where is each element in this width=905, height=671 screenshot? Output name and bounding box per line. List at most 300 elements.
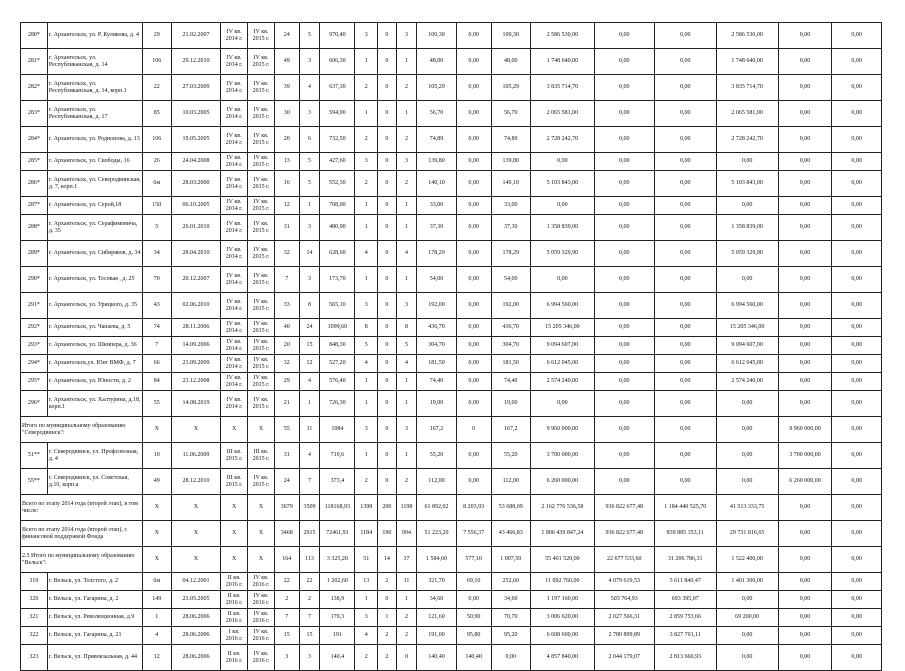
- address-cell: г. Архангельск, ул. Свободы, 16: [47, 153, 142, 171]
- address-cell: г. Архангельск, ул. Северодвинская, д. 7, корп.1: [47, 171, 142, 197]
- cell-c8: 14: [299, 241, 320, 267]
- cell-c13: 112,00: [417, 469, 456, 495]
- cell-c17: 2 027 566,31: [594, 609, 654, 627]
- cell-c14: 0,00: [456, 319, 491, 337]
- address-cell: г. Вельск, ул. Гагарина, д. 2: [47, 591, 142, 609]
- cell-c9: 179,3: [320, 609, 355, 627]
- cell-q2: IV кв. 2015 г.: [248, 293, 275, 319]
- cell-c16: 1 748 640,00: [530, 49, 594, 75]
- cell-c11: 0: [378, 171, 397, 197]
- cell-c19: 1 358 839,00: [716, 215, 778, 241]
- cell-c15: 192,00: [491, 293, 530, 319]
- cell-c8: 1: [299, 197, 320, 215]
- table-body: [21, 23, 882, 671]
- cell-q1: IV кв. 2014 г.: [221, 23, 248, 49]
- subtotal-row: [21, 521, 882, 547]
- row-number-cell: 295*: [21, 373, 48, 391]
- cell-c8: 6: [299, 127, 320, 153]
- address-cell: г. Архангельск, ул. Родионова, д. 13: [47, 127, 142, 153]
- cell-c8: 3: [299, 101, 320, 127]
- cell-q1: IV кв. 2014 г.: [221, 391, 248, 417]
- cell-c17: 0,00: [594, 23, 654, 49]
- cell-c16: 6 608 600,00: [530, 627, 594, 645]
- cell-c12: 2: [396, 627, 417, 645]
- cell-c10: 13: [355, 573, 378, 591]
- cell-q1: IV кв. 2014 г.: [221, 267, 248, 293]
- cell-c16: 3 006 620,00: [530, 609, 594, 627]
- cell-c10: 1: [355, 215, 378, 241]
- cell-c17: 0,00: [594, 215, 654, 241]
- cell-c11: 0: [378, 267, 397, 293]
- cell-c15: 54,00: [491, 267, 530, 293]
- cell-c8: 4: [299, 75, 320, 101]
- cell-c14: 0,00: [456, 101, 491, 127]
- cell-date: 04.12.2001: [171, 573, 221, 591]
- cell-c9: 576,40: [320, 373, 355, 391]
- cell-c19: 2 574 240,00: [716, 373, 778, 391]
- cell-c15: 70,70: [491, 609, 530, 627]
- cell-date: 14.08.2019: [171, 391, 221, 417]
- cell-c16: 2 586 530,00: [530, 23, 594, 49]
- cell-c8: 5: [299, 23, 320, 49]
- cell-c21: 0,00: [832, 521, 882, 547]
- address-cell: г. Архангельск, ул. Юности, д. 2: [47, 373, 142, 391]
- cell-q2: IV кв. 2016 г.: [248, 627, 275, 645]
- cell-c19: 1 748 640,00: [716, 49, 778, 75]
- cell-c19: 9 094 607,00: [716, 337, 778, 355]
- cell-c20: 6 260 000,00: [778, 469, 832, 495]
- cell-c15: 56,70: [491, 101, 530, 127]
- cell-c16: 9 960 000,00: [530, 417, 594, 443]
- table-row: [21, 469, 882, 495]
- cell-c18: 0,00: [654, 373, 716, 391]
- cell-date: 23.05.2005: [171, 591, 221, 609]
- cell-q2: IV кв. 2016 г.: [248, 609, 275, 627]
- cell-c18: 5 611 840,47: [654, 573, 716, 591]
- table-row: [21, 319, 882, 337]
- cell-c13: 74,40: [417, 373, 456, 391]
- cell-c8: 3: [299, 645, 320, 671]
- cell-c16: 0,00: [530, 197, 594, 215]
- cell-c8: 15: [299, 627, 320, 645]
- cell-c17: 0,00: [594, 101, 654, 127]
- cell-c20: 0,00: [778, 547, 832, 573]
- cell-c13: 51 223,20: [417, 521, 456, 547]
- cell-c7: 3: [274, 645, 299, 671]
- cell-c11: 190: [378, 521, 397, 547]
- subtotal-label: 2.5 Итого по муниципальному образованию "Вельск":: [21, 547, 143, 573]
- cell-c10: 1: [355, 391, 378, 417]
- cell-c18: 0,00: [654, 127, 716, 153]
- cell-c17: 0,00: [594, 75, 654, 101]
- cell-c20: 0,00: [778, 215, 832, 241]
- row-number-cell: 289*: [21, 241, 48, 267]
- cell-c7: 13: [274, 153, 299, 171]
- cell-c12: 1: [396, 197, 417, 215]
- cell-c7: 3679: [274, 495, 299, 521]
- row-number-cell: 55**: [21, 469, 48, 495]
- cell-c20: 0,00: [778, 127, 832, 153]
- cell-year: 85: [142, 101, 171, 127]
- cell-c13: 54,00: [417, 267, 456, 293]
- cell-date: X: [171, 521, 221, 547]
- cell-c11: 2: [378, 573, 397, 591]
- cell-c17: 2 780 899,89: [594, 627, 654, 645]
- cell-c10: 4: [355, 627, 378, 645]
- cell-c17: 0,00: [594, 469, 654, 495]
- cell-c10: 2: [355, 469, 378, 495]
- table-row: [21, 197, 882, 215]
- cell-q2: IV кв. 2015 г.: [248, 75, 275, 101]
- address-cell: г. Архангельск, ул. Тесовая , д. 25: [47, 267, 142, 293]
- cell-c16: 55 401 520,00: [530, 547, 594, 573]
- cell-c13: 55,20: [417, 443, 456, 469]
- cell-q2: IV кв. 2015 г.: [248, 127, 275, 153]
- cell-c12: 1198: [396, 495, 417, 521]
- cell-c16: 5 103 843,00: [530, 171, 594, 197]
- cell-c19: 41 513 333,75: [716, 495, 778, 521]
- cell-c18: 1 184 440 525,70: [654, 495, 716, 521]
- cell-q1: IV кв. 2014 г.: [221, 75, 248, 101]
- cell-c10: 8: [355, 319, 378, 337]
- cell-c18: 3 827 701,11: [654, 627, 716, 645]
- cell-c12: 0: [396, 645, 417, 671]
- cell-q1: IV кв. 2014 г.: [221, 319, 248, 337]
- address-cell: г. Архангельск,ул. Юнг ВМФ, д. 7: [47, 355, 142, 373]
- cell-c14: 0,00: [456, 75, 491, 101]
- cell-c16: 1 358 839,00: [530, 215, 594, 241]
- cell-c9: 1 202,60: [320, 573, 355, 591]
- cell-c8: 5: [299, 171, 320, 197]
- cell-q2: IV кв. 2016 г.: [248, 645, 275, 671]
- cell-c13: 181,50: [417, 355, 456, 373]
- cell-c10: 3: [355, 23, 378, 49]
- cell-c11: 14: [378, 547, 397, 573]
- resettlement-table: [20, 22, 882, 671]
- cell-c11: 0: [378, 49, 397, 75]
- address-cell: г. Вельск, ул. Гагарина, д. 21: [47, 627, 142, 645]
- table-row: [21, 127, 882, 153]
- cell-c12: 2: [396, 469, 417, 495]
- cell-c13: 61 892,02: [417, 495, 456, 521]
- cell-c12: 1: [396, 267, 417, 293]
- cell-q1: IV кв. 2014 г.: [221, 127, 248, 153]
- cell-c16: 4 857 840,00: [530, 645, 594, 671]
- cell-c18: 839 885 353,11: [654, 521, 716, 547]
- cell-c21: 0,00: [832, 75, 882, 101]
- table-row: [21, 591, 882, 609]
- cell-c14: 8 203,93: [456, 495, 491, 521]
- cell-c12: 2: [396, 127, 417, 153]
- cell-q1: IV кв. 2014 г.: [221, 293, 248, 319]
- cell-c15: 34,60: [491, 591, 530, 609]
- address-cell: г. Архангельск, ул. Республиканская, д. 14: [47, 49, 142, 75]
- table-row: [21, 573, 882, 591]
- cell-c10: 51: [355, 547, 378, 573]
- cell-c11: 0: [378, 591, 397, 609]
- cell-c7: 24: [274, 23, 299, 49]
- cell-c21: 0,00: [832, 443, 882, 469]
- cell-c16: 11 092 760,00: [530, 573, 594, 591]
- cell-c21: 0,00: [832, 547, 882, 573]
- cell-c9: 138,9: [320, 591, 355, 609]
- cell-c10: 3: [355, 153, 378, 171]
- cell-q1: IV кв. 2014 г.: [221, 215, 248, 241]
- cell-c11: 0: [378, 241, 397, 267]
- address-cell: г. Архангельск, ул. Р. Куликова, д. 4: [47, 23, 142, 49]
- cell-c9: 3 325,20: [320, 547, 355, 573]
- cell-c9: 732,50: [320, 127, 355, 153]
- cell-c14: 0,00: [456, 215, 491, 241]
- cell-c9: 140,4: [320, 645, 355, 671]
- cell-date: 21.02.2007: [171, 23, 221, 49]
- cell-c10: 1: [355, 267, 378, 293]
- cell-c17: 503 764,93: [594, 591, 654, 609]
- cell-date: 27.03.2009: [171, 75, 221, 101]
- cell-c21: 0,00: [832, 573, 882, 591]
- cell-c16: 2 065 581,00: [530, 101, 594, 127]
- cell-c17: 0,00: [594, 171, 654, 197]
- table-row: [21, 171, 882, 197]
- cell-date: 23.12.2008: [171, 373, 221, 391]
- cell-c14: 0,00: [456, 469, 491, 495]
- row-number-cell: 292*: [21, 319, 48, 337]
- cell-c18: 0,00: [654, 469, 716, 495]
- cell-c15: 139,80: [491, 153, 530, 171]
- cell-year: 49: [142, 469, 171, 495]
- cell-q1: II кв. 2016 г.: [221, 591, 248, 609]
- cell-c20: 0,00: [778, 75, 832, 101]
- cell-year: 84: [142, 373, 171, 391]
- cell-q2: X: [248, 547, 275, 573]
- cell-c10: 2: [355, 171, 378, 197]
- cell-c20: 0,00: [778, 355, 832, 373]
- cell-q2: IV кв. 2015 г.: [248, 23, 275, 49]
- cell-c20: 0,00: [778, 573, 832, 591]
- cell-c14: 0,00: [456, 23, 491, 49]
- cell-c17: 0,00: [594, 197, 654, 215]
- cell-q1: X: [221, 547, 248, 573]
- cell-c17: 0,00: [594, 355, 654, 373]
- cell-c17: 4 079 619,53: [594, 573, 654, 591]
- cell-date: 23.09.2009: [171, 355, 221, 373]
- cell-c10: 2: [355, 75, 378, 101]
- cell-c20: 0,00: [778, 197, 832, 215]
- subtotal-label: Всего по этапу 2014 года (второй этап), с финансовой поддержкой Фонда: [21, 521, 143, 547]
- cell-c9: 373,4: [320, 469, 355, 495]
- cell-q1: III кв. 2015 г.: [221, 443, 248, 469]
- cell-date: 28.06.2006: [171, 609, 221, 627]
- cell-c21: 0,00: [832, 197, 882, 215]
- cell-q2: X: [248, 417, 275, 443]
- cell-c16: 5 059 329,90: [530, 241, 594, 267]
- cell-c16: 3 835 714,70: [530, 75, 594, 101]
- cell-c12: 1: [396, 443, 417, 469]
- cell-c9: 637,30: [320, 75, 355, 101]
- cell-year: 74: [142, 319, 171, 337]
- cell-c13: 19,00: [417, 391, 456, 417]
- cell-c18: 31 206 786,31: [654, 547, 716, 573]
- cell-c18: 0,00: [654, 355, 716, 373]
- cell-q2: IV кв. 2015 г.: [248, 153, 275, 171]
- cell-c9: 606,30: [320, 49, 355, 75]
- cell-c7: 7: [274, 267, 299, 293]
- cell-c16: 9 094 607,00: [530, 337, 594, 355]
- cell-c19: 29 731 816,65: [716, 521, 778, 547]
- cell-c16: 15 205 346,00: [530, 319, 594, 337]
- cell-c18: 0,00: [654, 101, 716, 127]
- cell-c14: 577,10: [456, 547, 491, 573]
- table-row: [21, 373, 882, 391]
- row-number-cell: 293*: [21, 337, 48, 355]
- cell-c19: 6 994 560,00: [716, 293, 778, 319]
- cell-c20: 0,00: [778, 241, 832, 267]
- row-number-cell: 284*: [21, 127, 48, 153]
- row-number-cell: 282*: [21, 75, 48, 101]
- cell-c20: 0,00: [778, 609, 832, 627]
- cell-c15: 112,00: [491, 469, 530, 495]
- cell-c12: 1: [396, 391, 417, 417]
- cell-c15: 140,10: [491, 171, 530, 197]
- cell-c17: 0,00: [594, 267, 654, 293]
- cell-c12: 5: [396, 337, 417, 355]
- cell-c20: 0,00: [778, 49, 832, 75]
- cell-year: 5: [142, 215, 171, 241]
- address-cell: г. Северодвинск, ул. Советская, д.10, корп.а: [47, 469, 142, 495]
- row-number-cell: 290*: [21, 267, 48, 293]
- address-cell: г. Архангельск, ул. Шкипера, д. 36: [47, 337, 142, 355]
- cell-c7: 29: [274, 373, 299, 391]
- cell-date: 28.12.2010: [171, 469, 221, 495]
- cell-c14: 0,00: [456, 171, 491, 197]
- subtotal-row: [21, 417, 882, 443]
- cell-c16: 2 574 240,00: [530, 373, 594, 391]
- row-number-cell: 51**: [21, 443, 48, 469]
- cell-c8: 3509: [299, 495, 320, 521]
- cell-q2: IV кв. 2015 г.: [248, 101, 275, 127]
- cell-c12: 2: [396, 75, 417, 101]
- cell-c21: 0,00: [832, 153, 882, 171]
- cell-c21: 0,00: [832, 127, 882, 153]
- cell-c10: 4: [355, 241, 378, 267]
- cell-c11: 0: [378, 373, 397, 391]
- cell-c21: 0,00: [832, 171, 882, 197]
- cell-year: 22: [142, 75, 171, 101]
- cell-c17: 0,00: [594, 153, 654, 171]
- cell-c21: 0,00: [832, 373, 882, 391]
- address-cell: г. Архангельск, ул. Серой,18: [47, 197, 142, 215]
- cell-c7: 22: [274, 573, 299, 591]
- cell-c12: 1: [396, 591, 417, 609]
- cell-c15: 48,00: [491, 49, 530, 75]
- cell-c21: 0,00: [832, 355, 882, 373]
- cell-year: 26: [142, 153, 171, 171]
- cell-c11: 0: [378, 153, 397, 171]
- row-number-cell: 291*: [21, 293, 48, 319]
- cell-q1: IV кв. 2014 г.: [221, 153, 248, 171]
- cell-c7: 3468: [274, 521, 299, 547]
- cell-q1: IV кв. 2014 г.: [221, 241, 248, 267]
- cell-c18: 0,00: [654, 337, 716, 355]
- cell-c7: 30: [274, 101, 299, 127]
- cell-c11: 0: [378, 337, 397, 355]
- cell-c13: 140,10: [417, 171, 456, 197]
- cell-c18: 0,00: [654, 49, 716, 75]
- table-row: [21, 355, 882, 373]
- cell-c10: 1: [355, 49, 378, 75]
- cell-q1: II кв. 2016 г.: [221, 645, 248, 671]
- cell-c9: 1099,60: [320, 319, 355, 337]
- cell-c15: 19,00: [491, 391, 530, 417]
- cell-c15: 95,20: [491, 627, 530, 645]
- cell-c18: 0,00: [654, 215, 716, 241]
- cell-c9: 118168,93: [320, 495, 355, 521]
- cell-c9: 552,30: [320, 171, 355, 197]
- row-number-cell: 285*: [21, 153, 48, 171]
- cell-date: 10.03.2005: [171, 101, 221, 127]
- cell-c20: 0,00: [778, 391, 832, 417]
- cell-c17: 0,00: [594, 127, 654, 153]
- cell-c9: 719,6: [320, 443, 355, 469]
- table-row: [21, 241, 882, 267]
- cell-c7: 20: [274, 127, 299, 153]
- cell-c15: 1 007,50: [491, 547, 530, 573]
- cell-c21: 0,00: [832, 293, 882, 319]
- cell-c11: 0: [378, 319, 397, 337]
- cell-c12: 3: [396, 153, 417, 171]
- cell-q2: X: [248, 521, 275, 547]
- cell-date: 19.05.2005: [171, 127, 221, 153]
- row-number-cell: 288*: [21, 215, 48, 241]
- cell-c15: 37,30: [491, 215, 530, 241]
- cell-c20: 3 700 000,00: [778, 443, 832, 469]
- cell-c17: 0,00: [594, 49, 654, 75]
- cell-c8: 2: [299, 591, 320, 609]
- cell-c15: 178,29: [491, 241, 530, 267]
- cell-c14: 0,00: [456, 337, 491, 355]
- cell-c21: 0,00: [832, 469, 882, 495]
- cell-c13: 48,00: [417, 49, 456, 75]
- address-cell: г. Вельск, ул. Революционная, д.9: [47, 609, 142, 627]
- cell-c19: 1 522 400,00: [716, 547, 778, 573]
- cell-c13: 1 584,60: [417, 547, 456, 573]
- cell-c21: 0,00: [832, 215, 882, 241]
- cell-q1: II кв. 2016 г.: [221, 609, 248, 627]
- cell-c21: 0,00: [832, 627, 882, 645]
- cell-date: 24.04.2008: [171, 153, 221, 171]
- cell-c9: 527,20: [320, 355, 355, 373]
- cell-c14: 0,00: [456, 197, 491, 215]
- cell-c15: 74,89: [491, 127, 530, 153]
- cell-c18: 0,00: [654, 443, 716, 469]
- cell-c19: 69 200,00: [716, 609, 778, 627]
- cell-c12: 1: [396, 101, 417, 127]
- cell-c16: 0,00: [530, 267, 594, 293]
- cell-c20: 0,00: [778, 267, 832, 293]
- cell-c15: 304,70: [491, 337, 530, 355]
- cell-c13: 74,89: [417, 127, 456, 153]
- cell-c11: 0: [378, 443, 397, 469]
- cell-c18: 0,00: [654, 75, 716, 101]
- cell-c21: 0,00: [832, 495, 882, 521]
- cell-c9: 1084: [320, 417, 355, 443]
- cell-q1: IV кв. 2014 г.: [221, 171, 248, 197]
- cell-c11: 0: [378, 23, 397, 49]
- cell-c8: 3: [299, 267, 320, 293]
- cell-c16: 6 994 560,00: [530, 293, 594, 319]
- cell-c12: 994: [396, 521, 417, 547]
- cell-c15: 181,50: [491, 355, 530, 373]
